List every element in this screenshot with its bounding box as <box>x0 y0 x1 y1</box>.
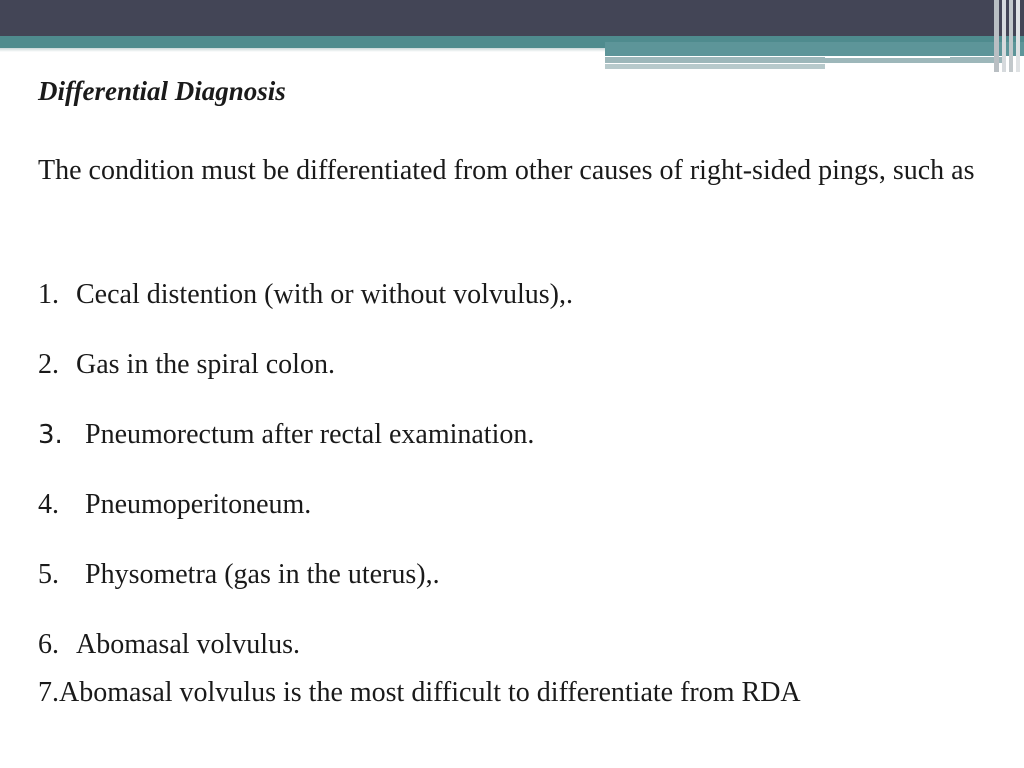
list-item-text: Physometra (gas in the uterus),. <box>85 559 440 590</box>
header-accent-bar <box>605 42 1024 56</box>
header-ridge <box>1016 0 1020 72</box>
list-item <box>38 488 311 522</box>
list-item-text: Pneumoperitoneum. <box>85 489 312 520</box>
list-item <box>38 558 440 592</box>
list-item-text: Pneumorectum after rectal examination. <box>85 419 535 450</box>
list-item-number: 3. <box>38 420 63 450</box>
header-band-dark <box>0 0 1024 36</box>
closing-line: 7.Abomasal volvulus is the most difficult to differentiate from RDA <box>38 677 801 708</box>
list-item-text: Abomasal volvulus. <box>76 629 300 660</box>
list-item <box>38 348 335 382</box>
header-ridge <box>1009 0 1013 72</box>
list-item-number: 2. <box>38 349 59 380</box>
slide-title: Differential Diagnosis <box>38 76 286 106</box>
list-item <box>38 628 300 662</box>
list-item-number: 1. <box>38 279 59 310</box>
list-item-number: 6. <box>38 629 59 660</box>
list-item-number: 4. <box>38 489 59 520</box>
list-item <box>38 418 534 452</box>
list-item-number: 5. <box>38 559 59 590</box>
header-ridge <box>994 0 999 72</box>
list-item-text: Cecal distention (with or without volvulus),. <box>76 279 573 310</box>
header-accent-bar-pale <box>605 64 825 69</box>
list-item <box>38 278 573 312</box>
intro-paragraph: The condition must be differentiated from other causes of right-sided pings, such as <box>38 155 975 186</box>
list-item-text: Gas in the spiral colon. <box>76 349 335 380</box>
header-ridge <box>1002 0 1006 72</box>
header-accent-line <box>825 56 950 58</box>
